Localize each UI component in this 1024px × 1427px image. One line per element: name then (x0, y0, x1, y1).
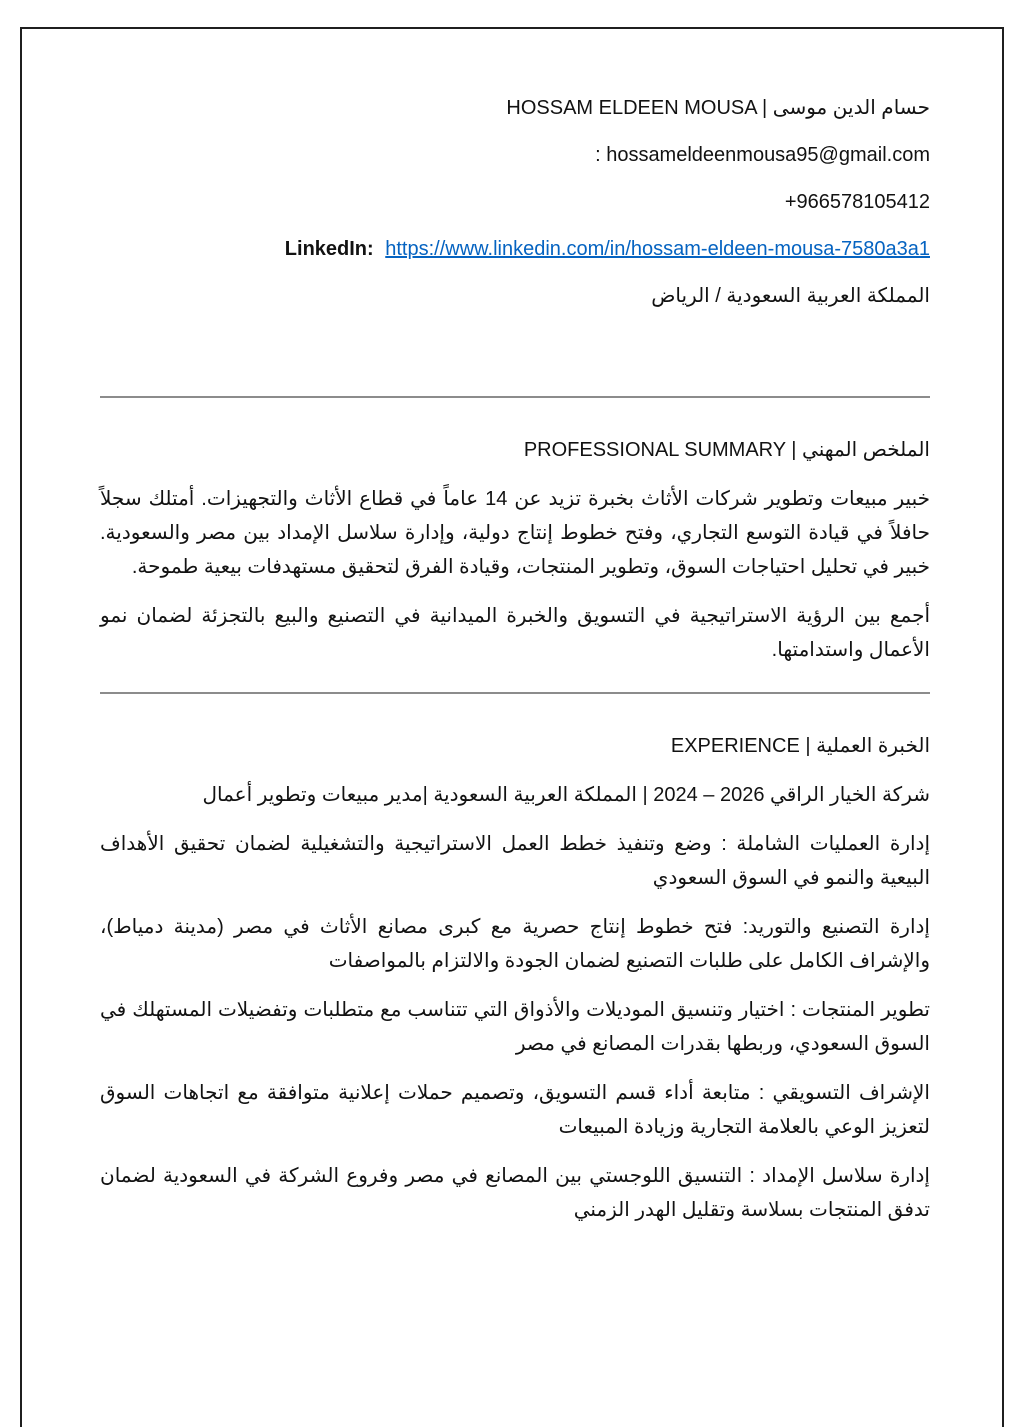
name-line: HOSSAM ELDEEN MOUSA | حسام الدين موسى (506, 97, 930, 119)
experience-item: إدارة العمليات الشاملة : وضع وتنفيذ خطط العمل الاستراتيجية والتشغيلية لضمان تحقيق الأهداف البيعية والنمو في السوق السعودي (100, 833, 930, 889)
contact-header (100, 0, 930, 312)
experience-item: تطوير المنتجات : اختيار وتنسيق الموديلات والأذواق التي تتناسب مع متطلبات وتفضيلات المستهلك في السوق السعودي، وربطها بقدرات المصانع في مصر (100, 999, 930, 1055)
email-line: : hossameldeenmousa95@gmail.com (595, 144, 930, 166)
experience-item: إدارة سلاسل الإمداد : التنسيق اللوجستي بين المصانع في مصر وفروع الشركة في السعودية لضمان تدفق المنتجات بسلاسة وتقليل الهدر الزمني (100, 1165, 930, 1221)
experience-item: إدارة التصنيع والتوريد: فتح خطوط إنتاج حصرية مع كبرى مصانع الأثاث في مصر (مدينة دمياط)، والإشراف الكامل على طلبات التصنيع لضمان الجودة والالتزام بالمواصفات (100, 916, 930, 972)
summary-heading: PROFESSIONAL SUMMARY | الملخص المهني (523, 439, 930, 461)
location-line: المملكة العربية السعودية / الرياض (651, 285, 930, 307)
linkedin-link[interactable]: https://www.linkedin.com/in/hossam-eldeen-mousa-7580a3a1 (385, 238, 930, 260)
summary-section (100, 398, 930, 667)
experience-item: الإشراف التسويقي : متابعة أداء قسم التسويق، وتصميم حملات إعلانية متوافقة مع اتجاهات السوق لتعزيز الوعي بالعلامة التجارية وزيادة المبيعات (100, 1082, 930, 1138)
experience-heading: EXPERIENCE | الخبرة العملية (670, 735, 930, 757)
linkedin-line (100, 233, 930, 265)
phone-line: +966578105412 (784, 191, 930, 213)
summary-paragraph: خبير مبيعات وتطوير شركات الأثاث بخبرة تزيد عن 14 عاماً في قطاع الأثاث والتجهيزات. أمتلك سجلاً حافلاً في قيادة التوسع التجاري، وفتح خطوط إنتاج دولية، وإدارة سلاسل الإمداد بين مصر والسعودية. خبير في تحليل احتياجات السوق، وتطوير المنتجات، وقيادة الفرق لتحقيق مستهدفات بيعية طموحة. (100, 488, 930, 578)
page-content (100, 0, 930, 1242)
linkedin-label: LinkedIn: (284, 238, 374, 260)
summary-paragraph: أجمع بين الرؤية الاستراتيجية في التسويق والخبرة الميدانية في التصنيع والبيع بالتجزئة لضمان نمو الأعمال واستدامتها. (100, 605, 930, 661)
experience-company-line: شركة الخيار الراقي ⁦2024 – 2026⁩ | المملكة العربية السعودية |مدير مبيعات وتطوير أعمال (202, 784, 930, 806)
experience-section (100, 694, 930, 1227)
